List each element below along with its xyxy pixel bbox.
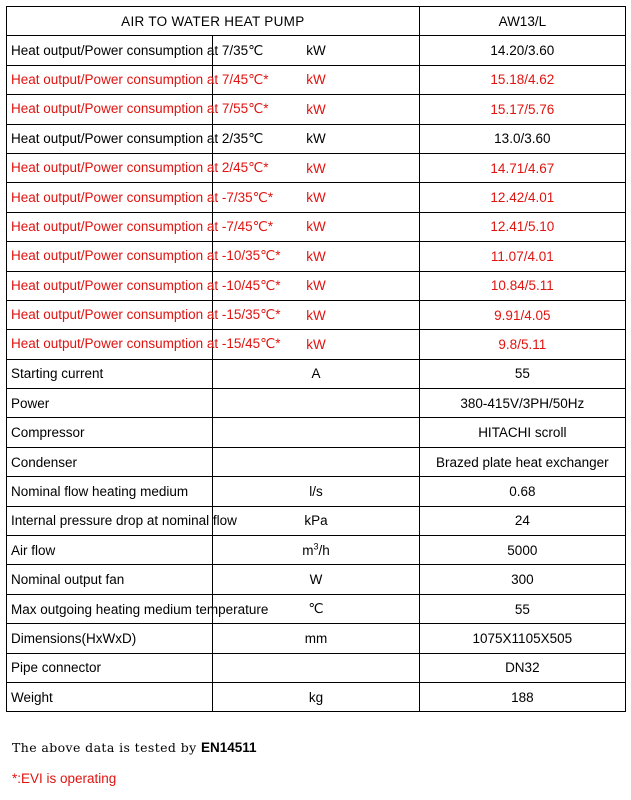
value-cell: 13.0/3.60: [419, 124, 625, 153]
tested-footnote: [12, 740, 257, 755]
value-cell: 9.8/5.11: [419, 330, 625, 359]
value-cell: Brazed plate heat exchanger: [419, 447, 625, 476]
param-cell: Air flow: [7, 536, 213, 565]
unit-cell: A: [213, 359, 419, 388]
value-cell: 1075X1105X505: [419, 624, 625, 653]
value-cell: 9.91/4.05: [419, 300, 625, 329]
value-cell: 24: [419, 506, 625, 535]
unit-cell: [213, 389, 419, 418]
model-name: AW13/L: [419, 7, 625, 36]
unit-base: m: [302, 542, 314, 558]
unit-cell: [213, 653, 419, 682]
value-cell: 188: [419, 682, 625, 711]
param-cell: Heat output/Power consumption at 2/45℃*: [7, 153, 213, 182]
param-cell: Heat output/Power consumption at -10/45℃*: [7, 271, 213, 300]
unit-cell: kW: [213, 95, 419, 124]
table-row: [7, 183, 626, 212]
tested-prefix: The above data is tested by: [12, 740, 197, 755]
spec-table: [6, 6, 626, 712]
param-cell: Internal pressure drop at nominal flow: [7, 506, 213, 535]
table-row: [7, 682, 626, 711]
value-cell: 5000: [419, 536, 625, 565]
table-row: [7, 212, 626, 241]
param-cell: Max outgoing heating medium temperature: [7, 594, 213, 623]
unit-cell: ℃: [213, 594, 419, 623]
table-row: [7, 565, 626, 594]
table-row: [7, 153, 626, 182]
unit-cell: kW: [213, 330, 419, 359]
unit-cell: kW: [213, 153, 419, 182]
param-cell: Starting current: [7, 359, 213, 388]
param-cell: Heat output/Power consumption at -15/45℃*: [7, 330, 213, 359]
param-cell: Pipe connector: [7, 653, 213, 682]
param-cell: Condenser: [7, 447, 213, 476]
param-cell: Heat output/Power consumption at 7/45℃*: [7, 65, 213, 94]
param-cell: Nominal output fan: [7, 565, 213, 594]
table-row: [7, 447, 626, 476]
value-cell: 14.71/4.67: [419, 153, 625, 182]
value-cell: 15.17/5.76: [419, 95, 625, 124]
value-cell: 0.68: [419, 477, 625, 506]
value-cell: 15.18/4.62: [419, 65, 625, 94]
param-cell: Heat output/Power consumption at -7/35℃*: [7, 183, 213, 212]
value-cell: 55: [419, 359, 625, 388]
table-row: [7, 418, 626, 447]
unit-cell: kg: [213, 682, 419, 711]
table-row: [7, 506, 626, 535]
unit-cell: [213, 418, 419, 447]
table-row: [7, 330, 626, 359]
value-cell: DN32: [419, 653, 625, 682]
table-row: [7, 95, 626, 124]
unit-cell: [213, 447, 419, 476]
table-row: [7, 36, 626, 65]
value-cell: 11.07/4.01: [419, 242, 625, 271]
table-row: [7, 300, 626, 329]
table-row: [7, 477, 626, 506]
evi-footnote: *:EVI is operating: [12, 771, 117, 786]
param-cell: Heat output/Power consumption at 2/35℃: [7, 124, 213, 153]
table-header-row: [7, 7, 626, 36]
unit-cell: l/s: [213, 477, 419, 506]
param-cell: Heat output/Power consumption at -15/35℃*: [7, 300, 213, 329]
value-cell: 300: [419, 565, 625, 594]
unit-cell: kW: [213, 183, 419, 212]
unit-cell: W: [213, 565, 419, 594]
value-cell: 14.20/3.60: [419, 36, 625, 65]
param-cell: Dimensions(HxWxD): [7, 624, 213, 653]
table-row: [7, 653, 626, 682]
value-cell: 12.41/5.10: [419, 212, 625, 241]
param-cell: Weight: [7, 682, 213, 711]
table-row: [7, 359, 626, 388]
param-cell: Heat output/Power consumption at 7/35℃: [7, 36, 213, 65]
param-cell: Nominal flow heating medium: [7, 477, 213, 506]
value-cell: HITACHI scroll: [419, 418, 625, 447]
table-row: [7, 536, 626, 565]
unit-suffix: /h: [318, 542, 330, 558]
table-title: AIR TO WATER HEAT PUMP: [7, 7, 420, 36]
value-cell: 380-415V/3PH/50Hz: [419, 389, 625, 418]
unit-cell: kW: [213, 242, 419, 271]
unit-cell: kW: [213, 271, 419, 300]
param-cell: Heat output/Power consumption at 7/55℃*: [7, 95, 213, 124]
value-cell: 55: [419, 594, 625, 623]
table-row: [7, 389, 626, 418]
unit-superscript: 3: [313, 541, 319, 552]
table-row: [7, 594, 626, 623]
unit-cell: kPa: [213, 506, 419, 535]
unit-cell: kW: [213, 65, 419, 94]
param-cell: Heat output/Power consumption at -7/45℃*: [7, 212, 213, 241]
tested-standard: EN14511: [200, 740, 257, 755]
param-cell: Heat output/Power consumption at -10/35℃*: [7, 242, 213, 271]
value-cell: 10.84/5.11: [419, 271, 625, 300]
unit-cell: kW: [213, 124, 419, 153]
param-cell: Compressor: [7, 418, 213, 447]
table-row: [7, 242, 626, 271]
table-row: [7, 65, 626, 94]
param-cell: Power: [7, 389, 213, 418]
unit-cell: [213, 536, 419, 565]
value-cell: 12.42/4.01: [419, 183, 625, 212]
unit-cell: kW: [213, 300, 419, 329]
unit-cell: kW: [213, 212, 419, 241]
unit-cell: mm: [213, 624, 419, 653]
spec-table-body: [7, 36, 626, 712]
unit-cell: kW: [213, 36, 419, 65]
table-row: [7, 124, 626, 153]
table-row: [7, 271, 626, 300]
table-row: [7, 624, 626, 653]
